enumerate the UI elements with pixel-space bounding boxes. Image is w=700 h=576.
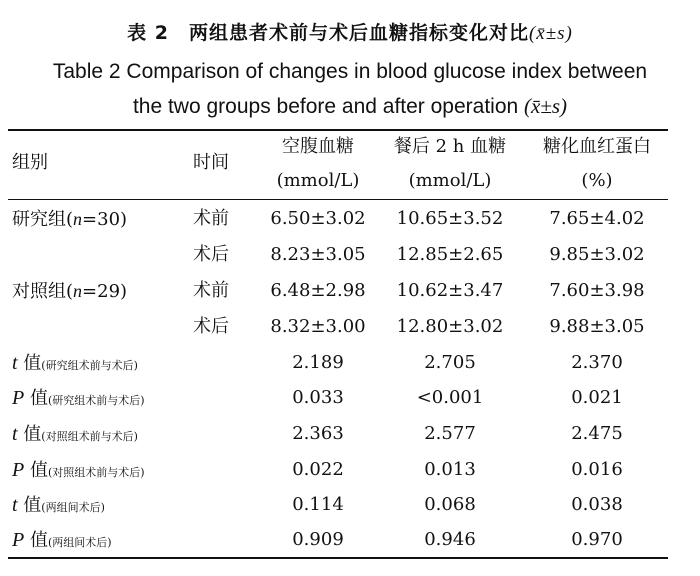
table-title-en-line2	[0, 94, 700, 119]
stat-cell-hba1c: 0.016	[571, 459, 623, 480]
header-col3-name: 糖化血红蛋白	[543, 136, 651, 157]
stat-label	[12, 423, 138, 448]
table-title-en-line1: Table 2 Comparison of changes in blood glucose index between	[52, 60, 648, 83]
table-cell-postprandial: 12.80±3.02	[396, 316, 504, 337]
stat-symbol: P	[12, 459, 25, 481]
stat-symbol: P	[12, 387, 25, 409]
stat-cell-hba1c: 0.038	[571, 494, 623, 515]
table-cell-fasting: 6.48±2.98	[270, 280, 366, 301]
group-label-control-n: n	[73, 281, 83, 301]
table-cell-hba1c: 7.60±3.98	[549, 280, 645, 301]
stat-symbol: t	[12, 352, 18, 374]
stat-label	[12, 387, 145, 412]
stat-cell-postprandial: 0.946	[424, 529, 476, 550]
stat-label-text: 值	[17, 424, 42, 445]
stat-cell-postprandial: <0.001	[416, 387, 484, 408]
stat-cell-fasting: 0.033	[292, 387, 344, 408]
table-title-zh-main: 表 2 两组患者术前与术后血糖指标变化对比	[127, 22, 529, 44]
header-time: 时间	[193, 152, 229, 173]
stat-label	[12, 459, 145, 484]
group-label-study-n: n	[73, 209, 83, 229]
stat-cell-fasting: 0.909	[292, 529, 344, 550]
table-cell-hba1c: 7.65±4.02	[549, 208, 645, 229]
header-col1-unit: (mmol/L)	[276, 170, 360, 191]
group-label-control	[12, 280, 127, 303]
stat-label	[12, 494, 105, 519]
table-row-time: 术后	[193, 316, 229, 337]
stat-cell-postprandial: 2.705	[424, 352, 476, 373]
header-group: 组别	[12, 152, 48, 173]
stat-symbol: P	[12, 529, 25, 551]
table-row-time: 术前	[193, 280, 229, 301]
table-cell-postprandial: 10.65±3.52	[396, 208, 504, 229]
stat-cell-postprandial: 2.577	[424, 423, 476, 444]
stat-subscript: (两组间术后)	[41, 501, 105, 514]
stat-subscript: (对照组术前与术后)	[41, 430, 138, 443]
table-title-en-line2-main: the two groups before and after operation	[132, 95, 525, 118]
header-col3-unit: (%)	[581, 170, 613, 191]
stat-symbol: t	[12, 494, 18, 516]
stat-label-text: 值	[24, 388, 48, 409]
table-row-time: 术后	[193, 244, 229, 265]
table-cell-fasting: 8.23±3.05	[270, 244, 366, 265]
header-col2-name: 餐后 2 h 血糖	[393, 136, 507, 157]
stat-subscript: (研究组术前与术后)	[41, 359, 138, 372]
stat-cell-postprandial: 0.068	[424, 494, 476, 515]
stat-cell-fasting: 2.189	[292, 352, 344, 373]
table-top-rule	[8, 129, 668, 131]
stat-subscript: (对照组术前与术后)	[47, 466, 145, 479]
stat-label-text: 值	[17, 495, 42, 516]
table-bottom-rule	[8, 557, 668, 559]
table-cell-fasting: 6.50±3.02	[270, 208, 366, 229]
stat-subscript: (两组间术后)	[47, 536, 112, 549]
stat-label	[12, 352, 138, 377]
stat-cell-hba1c: 0.021	[571, 387, 623, 408]
group-label-study-pre: 研究组(	[12, 209, 74, 230]
stat-symbol: t	[12, 423, 18, 445]
stat-label-text: 值	[17, 353, 42, 374]
stat-label-text: 值	[24, 530, 48, 551]
stat-subscript: (研究组术前与术后)	[47, 394, 145, 407]
stat-cell-fasting: 0.022	[292, 459, 344, 480]
table-row-time: 术前	[193, 208, 229, 229]
stat-cell-hba1c: 2.475	[571, 423, 623, 444]
table-header-rule	[8, 199, 668, 200]
group-label-study-post: =30)	[82, 209, 128, 230]
stat-cell-fasting: 2.363	[292, 423, 344, 444]
stat-label	[12, 529, 112, 554]
group-label-study	[12, 208, 127, 231]
group-label-control-pre: 对照组(	[12, 281, 74, 302]
group-label-control-post: =29)	[82, 281, 128, 302]
header-col2-unit: (mmol/L)	[408, 170, 492, 191]
stat-cell-fasting: 0.114	[292, 494, 344, 515]
header-col1-name: 空腹血糖	[282, 136, 354, 157]
table-title-zh	[0, 18, 700, 45]
table-title-en-line2-suffix: (x̄±s)	[524, 94, 568, 118]
stat-cell-postprandial: 0.013	[424, 459, 476, 480]
table-title-zh-suffix: (x̄±s)	[528, 23, 573, 44]
stat-label-text: 值	[24, 460, 48, 481]
table-cell-postprandial: 12.85±2.65	[396, 244, 504, 265]
stat-cell-hba1c: 2.370	[571, 352, 623, 373]
table-cell-fasting: 8.32±3.00	[270, 316, 366, 337]
table-cell-postprandial: 10.62±3.47	[396, 280, 504, 301]
stat-cell-hba1c: 0.970	[571, 529, 623, 550]
table-cell-hba1c: 9.85±3.02	[549, 244, 645, 265]
table-cell-hba1c: 9.88±3.05	[549, 316, 645, 337]
